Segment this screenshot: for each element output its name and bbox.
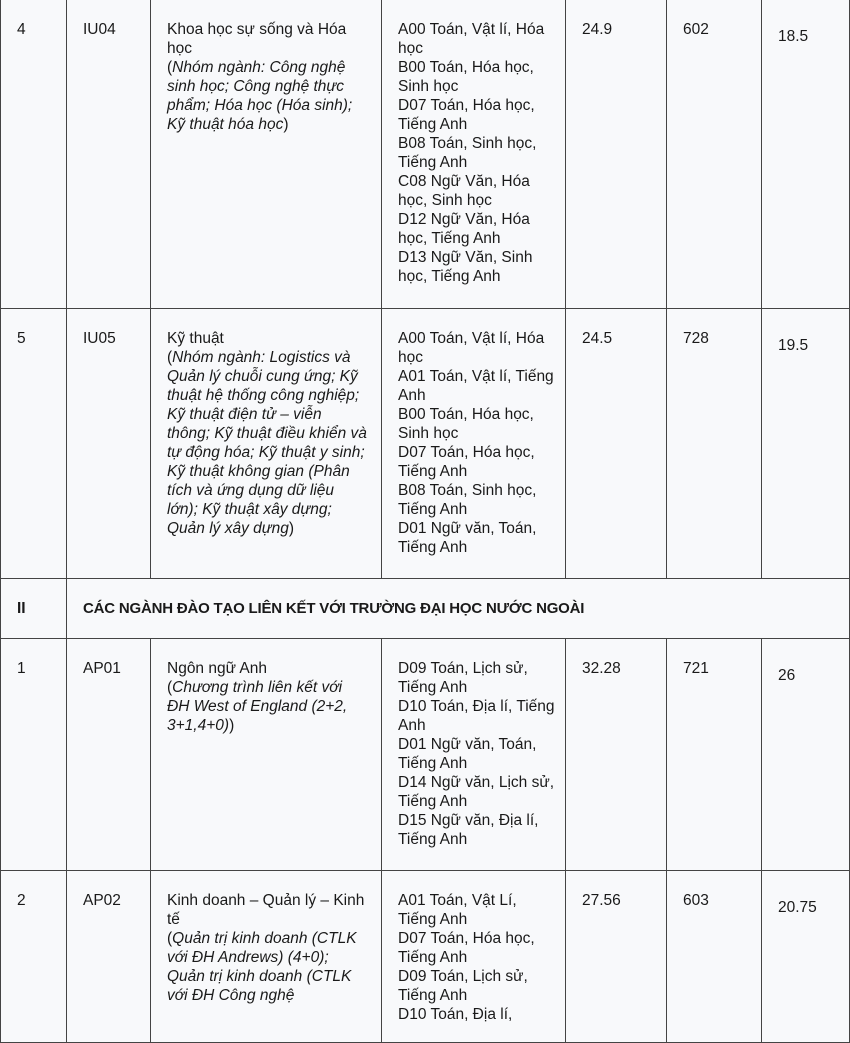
code-cell: [67, 639, 151, 871]
score-1: 27.56: [582, 892, 621, 909]
subject-combo: B00 Toán, Hóa học, Sinh học: [398, 406, 534, 442]
score-2: 721: [683, 660, 709, 677]
subject-combo: B00 Toán, Hóa học, Sinh học: [398, 59, 534, 95]
program-detail-open: (: [167, 930, 173, 947]
row-number: 1: [17, 660, 26, 677]
program-detail: Nhóm ngành: Logistics và Quản lý chuỗi cung ứng; Kỹ thuật hệ thống công nghiệp; Kỹ thuật điện tử – viễn thông; Kỹ thuật điều khiển và tự động hóa; Kỹ thuật y sinh; Kỹ thuật không gian (Phân tích và ứng dụng dữ liệu lớn); Kỹ thuật xây dựng; Quản lý xây dựng: [167, 349, 367, 537]
program-name: Kỹ thuật: [167, 330, 224, 347]
table-row: [1, 309, 850, 579]
section-title: CÁC NGÀNH ĐÀO TẠO LIÊN KẾT VỚI TRƯỜNG ĐẠI HỌC NƯỚC NGOÀI: [83, 600, 585, 617]
row-number: 5: [17, 330, 26, 347]
subject-combo: D14 Ngữ văn, Lịch sử, Tiếng Anh: [398, 774, 555, 810]
row-number: 4: [17, 21, 26, 38]
subject-combo: D10 Toán, Địa lí, Tiếng Anh: [398, 698, 555, 734]
program-detail: Nhóm ngành: Công nghệ sinh học; Công nghệ thực phẩm; Hóa học (Hóa sinh); Kỹ thuật hóa học: [167, 59, 353, 133]
subject-combos-cell: [382, 871, 566, 1043]
subject-combo: D07 Toán, Hóa học, Tiếng Anh: [398, 444, 535, 480]
score-3: 19.5: [778, 337, 809, 354]
program-name: Kinh doanh – Quản lý – Kinh tế: [167, 892, 365, 928]
program-detail-open: (: [167, 679, 173, 696]
program-code: AP01: [83, 660, 121, 677]
section-title-cell: [67, 579, 850, 639]
score-3: 20.75: [778, 899, 817, 916]
subject-combo: D01 Ngữ văn, Toán, Tiếng Anh: [398, 736, 537, 772]
score-3: 26: [778, 667, 796, 684]
subject-combo: D12 Ngữ Văn, Hóa học, Tiếng Anh: [398, 211, 530, 247]
subject-combo: A00 Toán, Vật lí, Hóa học: [398, 330, 545, 366]
program-name: Ngôn ngữ Anh: [167, 660, 268, 677]
score-2-cell: [667, 639, 762, 871]
score-2-cell: [667, 0, 762, 309]
score-1: 24.9: [582, 21, 613, 38]
program-code: IU04: [83, 21, 116, 38]
program-code: AP02: [83, 892, 121, 909]
subject-combo: D09 Toán, Lịch sử, Tiếng Anh: [398, 968, 528, 1004]
section-header-row: [1, 579, 850, 639]
score-3-cell: [762, 309, 850, 579]
code-cell: [67, 309, 151, 579]
subject-combo: D07 Toán, Hóa học, Tiếng Anh: [398, 930, 535, 966]
subject-combo: D09 Toán, Lịch sử, Tiếng Anh: [398, 660, 528, 696]
program-name-cell: [151, 0, 382, 309]
subject-combos-cell: [382, 639, 566, 871]
program-detail-open: (: [167, 349, 173, 366]
row-number: 2: [17, 892, 26, 909]
program-name-cell: [151, 639, 382, 871]
subject-combo: A01 Toán, Vật lí, Tiếng Anh: [398, 368, 554, 404]
table-row: [1, 0, 850, 309]
section-number-cell: [1, 579, 67, 639]
code-cell: [67, 0, 151, 309]
stt-cell: [1, 639, 67, 871]
program-detail-close: ): [229, 717, 235, 734]
program-detail: Chương trình liên kết với ĐH West of England (2+2, 3+1,4+0): [167, 679, 348, 734]
subject-combo: C08 Ngữ Văn, Hóa học, Sinh học: [398, 173, 530, 209]
subject-combo: A01 Toán, Vật Lí, Tiếng Anh: [398, 892, 517, 928]
program-code: IU05: [83, 330, 116, 347]
subject-combo: A00 Toán, Vật lí, Hóa học: [398, 21, 545, 57]
subject-combo: B08 Toán, Sinh học, Tiếng Anh: [398, 135, 537, 171]
section-number: II: [17, 600, 26, 617]
subject-combos-cell: [382, 0, 566, 309]
program-name-cell: [151, 309, 382, 579]
score-2-cell: [667, 871, 762, 1043]
program-detail-close: ): [288, 520, 295, 537]
score-2: 603: [683, 892, 709, 909]
score-1-cell: [566, 309, 667, 579]
score-3-cell: [762, 0, 850, 309]
subject-combo: D13 Ngữ Văn, Sinh học, Tiếng Anh: [398, 249, 533, 285]
score-2-cell: [667, 309, 762, 579]
program-detail-2: Quản trị kinh doanh (CTLK với ĐH Công nghệ: [167, 968, 352, 1004]
score-3: 18.5: [778, 28, 809, 45]
stt-cell: [1, 309, 67, 579]
score-1-cell: [566, 871, 667, 1043]
score-1-cell: [566, 0, 667, 309]
subject-combo: D07 Toán, Hóa học, Tiếng Anh: [398, 97, 535, 133]
subject-combos-cell: [382, 309, 566, 579]
program-name: Khoa học sự sống và Hóa học: [167, 21, 347, 57]
program-name-cell: [151, 871, 382, 1043]
program-detail: Quản trị kinh doanh (CTLK với ĐH Andrews) (4+0);: [167, 930, 357, 966]
score-1-cell: [566, 639, 667, 871]
score-1: 32.28: [582, 660, 621, 677]
score-3-cell: [762, 871, 850, 1043]
subject-combo: B08 Toán, Sinh học, Tiếng Anh: [398, 482, 537, 518]
subject-combo: D01 Ngữ văn, Toán, Tiếng Anh: [398, 520, 537, 556]
stt-cell: [1, 871, 67, 1043]
score-1: 24.5: [582, 330, 613, 347]
score-2: 602: [683, 21, 709, 38]
score-2: 728: [683, 330, 709, 347]
stt-cell: [1, 0, 67, 309]
score-3-cell: [762, 639, 850, 871]
subject-combo: D10 Toán, Địa lí,: [398, 1006, 513, 1023]
subject-combo: D15 Ngữ văn, Địa lí, Tiếng Anh: [398, 812, 539, 848]
table-row: [1, 639, 850, 871]
code-cell: [67, 871, 151, 1043]
program-detail-close: ): [283, 116, 289, 133]
program-detail-open: (: [167, 59, 173, 76]
table-row: [1, 871, 850, 1043]
